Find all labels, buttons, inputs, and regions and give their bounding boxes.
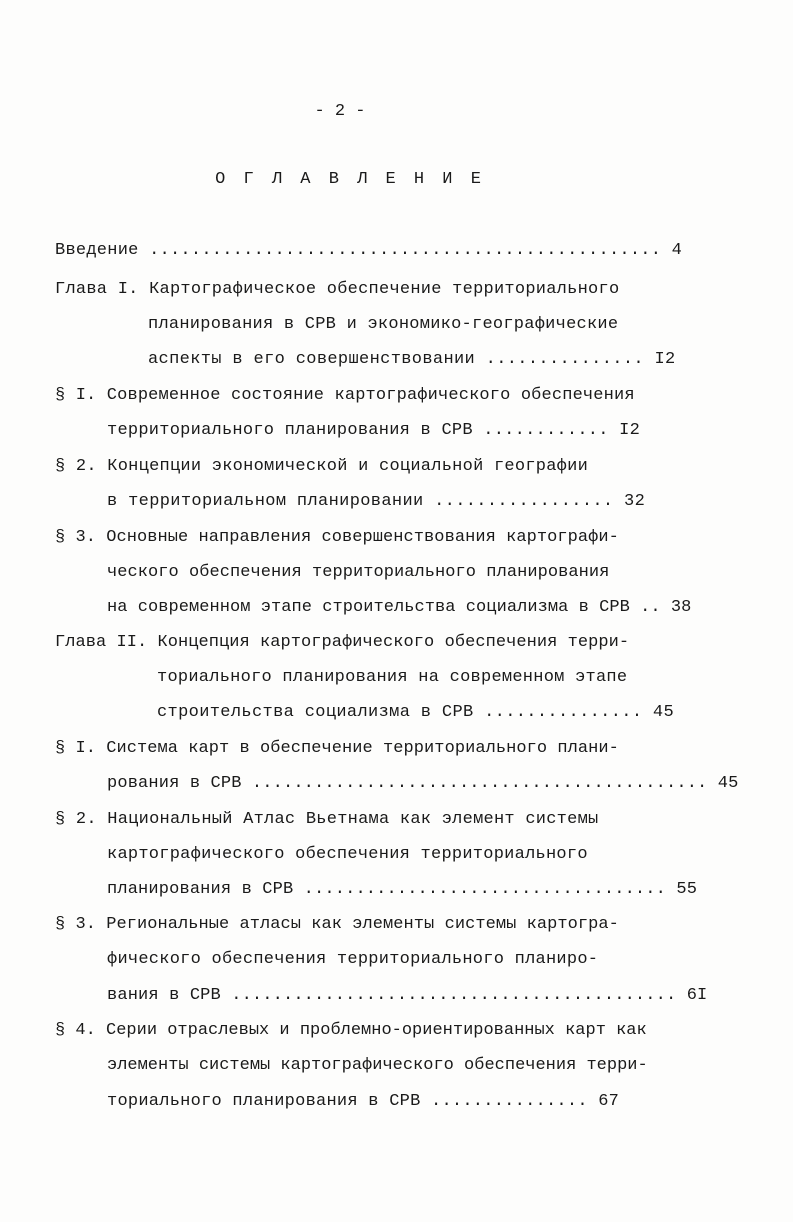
toc-entry-ch2-sec-2-line-3: планирования в СРВ ................................... 55 <box>107 880 698 899</box>
toc-entry-ch2-sec-1-line-2: рования в СРВ ............................................ 45 <box>107 774 739 793</box>
toc-entry-chapter-2-line-1: Глава II. Концепция картографического обеспечения терри- <box>55 633 630 652</box>
toc-entry-ch1-sec-2-line-2: в территориальном планировании ................. 32 <box>107 492 646 511</box>
toc-entry-ch2-sec-3-line-2: фического обеспечения территориального планиро- <box>107 950 599 969</box>
toc-entry-introduction: Введение ................................................. 4 <box>55 241 683 260</box>
toc-entry-ch2-sec-1-line-1: § I. Система карт в обеспечение территориального плани- <box>55 739 619 758</box>
toc-entry-ch1-sec-3-line-2: ческого обеспечения территориального планирования <box>107 563 610 582</box>
toc-entry-chapter-1-line-2: планирования в СРВ и экономико-географические <box>148 315 619 334</box>
page-number: - 2 - <box>314 102 366 121</box>
toc-entry-ch2-sec-3-line-1: § 3. Региональные атласы как элементы системы картогра- <box>55 915 619 934</box>
toc-entry-ch1-sec-1-line-2: территориального планирования в СРВ ............ I2 <box>107 421 641 440</box>
toc-entry-ch1-sec-1-line-1: § I. Современное состояние картографического обеспечения <box>55 386 635 405</box>
toc-entry-ch2-sec-4-line-1: § 4. Серии отраслевых и проблемно-ориентированных карт как <box>55 1021 647 1040</box>
toc-entry-chapter-1-line-1: Глава I. Картографическое обеспечение территориального <box>55 280 620 299</box>
toc-entry-ch1-sec-3-line-1: § 3. Основные направления совершенствования картографи- <box>55 528 619 547</box>
toc-entry-ch1-sec-3-line-3: на современном этапе строительства социализма в СРВ .. 38 <box>107 598 692 617</box>
toc-entry-chapter-2-line-2: ториального планирования на современном этапе <box>157 668 628 687</box>
toc-entry-ch2-sec-3-line-3: вания в СРВ ........................................... 6I <box>107 986 708 1005</box>
toc-entry-ch2-sec-2-line-2: картографического обеспечения территориального <box>107 845 588 864</box>
toc-entry-ch2-sec-2-line-1: § 2. Национальный Атлас Вьетнама как элемент системы <box>55 810 599 829</box>
toc-entry-chapter-1-line-3: аспекты в его совершенствовании ............... I2 <box>148 350 676 369</box>
toc-entry-ch2-sec-4-line-2: элементы системы картографического обеспечения терри- <box>107 1056 648 1075</box>
toc-entry-ch1-sec-2-line-1: § 2. Концепции экономической и социальной географии <box>55 457 589 476</box>
toc-heading: О Г Л А В Л Е Н И Е <box>215 170 485 189</box>
toc-entry-ch2-sec-4-line-3: ториального планирования в СРВ ............... 67 <box>107 1092 620 1111</box>
toc-entry-chapter-2-line-3: строительства социализма в СРВ ............... 45 <box>157 703 675 722</box>
